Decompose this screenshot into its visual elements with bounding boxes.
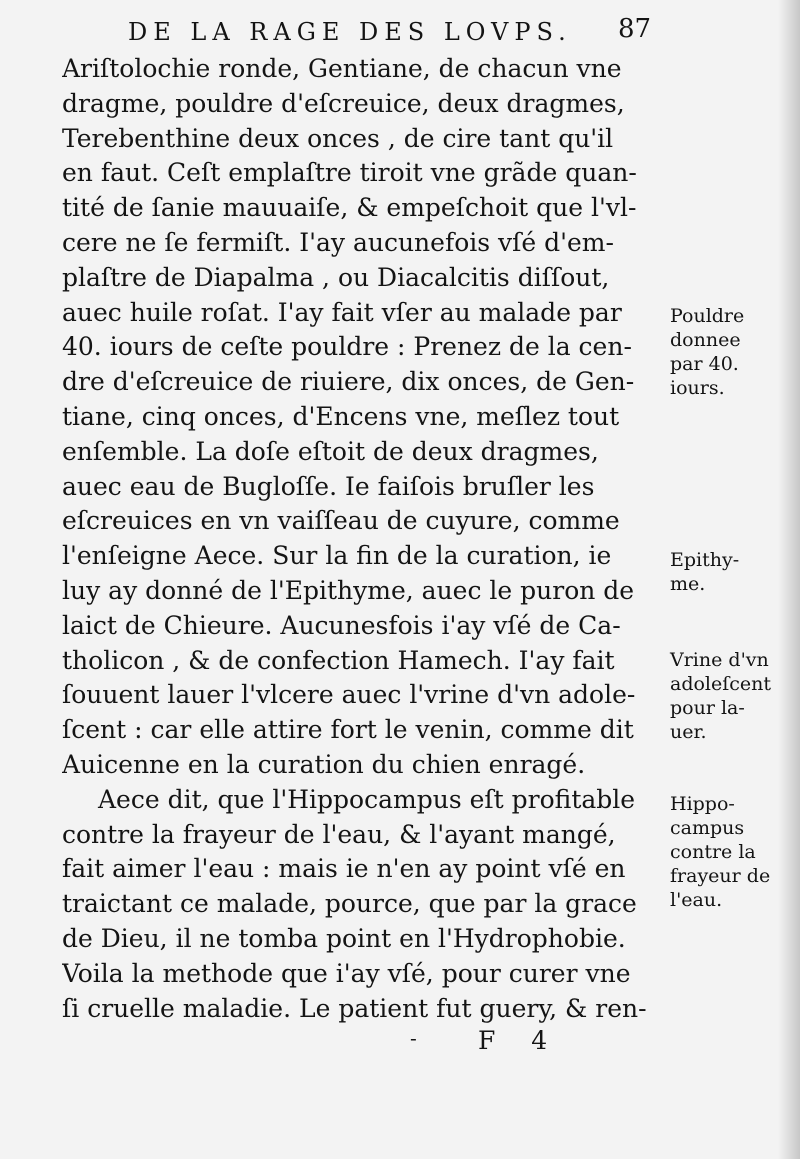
text-line: tité de ſanie mauuaiſe, & empeſchoit que l'vl- [62, 193, 637, 223]
text-line: fait aimer l'eau : mais ie n'en ay point vſé en [62, 854, 626, 884]
text-line: traictant ce malade, pource, que par la grace [62, 889, 637, 919]
text-line: cere ne ſe fermiſt. I'ay aucunefois vſé d'em- [62, 227, 614, 257]
margin-note-line: Pouldre [670, 305, 745, 327]
margin-note-line: Epithy- [670, 549, 740, 571]
footer-mark: - [410, 1026, 417, 1050]
margin-note-line: campus [670, 817, 745, 839]
text-line: plaſtre de Diapalma , ou Diacalcitis diſſout, [62, 262, 610, 292]
text-line: ſouuent lauer l'vlcere auec l'vrine d'vn adole- [62, 680, 636, 710]
text-line: de Dieu, il ne tomba point en l'Hydrophobie. [62, 923, 626, 953]
text-line: Voila la methode que i'ay vſé, pour curer vne [62, 958, 631, 988]
text-line: dre d'eſcreuice de riuiere, dix onces, de Gen- [62, 367, 635, 397]
margin-note-line: uer. [670, 721, 707, 743]
text-line: laict de Chieure. Aucunesfois i'ay vſé de Ca- [62, 610, 621, 640]
text-line: l'enſeigne Aece. Sur la fin de la curation, ie [62, 541, 612, 571]
page-number: 87 [618, 14, 652, 44]
text-line: tholicon , & de confection Hamech. I'ay fait [62, 645, 615, 675]
text-line: contre la frayeur de l'eau, & l'ayant mangé, [62, 819, 616, 849]
margin-note-line: adoleſcent [670, 673, 772, 695]
body-text [62, 52, 674, 1026]
margin-note-line: donnee [670, 329, 741, 351]
text-line: ſi cruelle maladie. Le patient fut guery, & ren- [62, 993, 647, 1023]
text-line: auec huile roſat. I'ay fait vſer au malade par [62, 297, 622, 327]
margin-note-line: l'eau. [670, 889, 723, 911]
text-line: Ariſtolochie ronde, Gentiane, de chacun vne [62, 54, 622, 83]
text-line: dragme, pouldre d'eſcreuice, deux dragmes, [62, 88, 625, 118]
margin-note-line: frayeur de [670, 865, 771, 887]
text-line: enſemble. La doſe eſtoit de deux dragmes, [62, 436, 599, 466]
margin-note-line: pour la- [670, 697, 745, 719]
text-line: Terebenthine deux onces , de cire tant qu'il [62, 123, 614, 153]
margin-note-line: Hippo- [670, 793, 735, 815]
margin-note-vrine [670, 648, 798, 744]
margin-note-hippocampus [670, 792, 798, 912]
margin-note-pouldre [670, 304, 798, 400]
text-line: Auicenne en la curation du chien enragé. [62, 749, 586, 779]
margin-note-epithyme [670, 548, 798, 596]
margin-note-line: contre la [670, 841, 756, 863]
text-line: 40. iours de ceſte pouldre : Prenez de la cen- [62, 332, 632, 362]
text-line: ſcent : car elle attire fort le venin, comme dit [62, 715, 634, 745]
text-line: en faut. Ceſt emplaſtre tiroit vne grãde quan- [62, 158, 637, 188]
margin-note-line: iours. [670, 377, 725, 399]
signature-mark: F 4 [478, 1026, 562, 1055]
running-head: DE LA RAGE DES LOVPS. [128, 18, 572, 46]
text-line: auec eau de Bugloſſe. Ie faiſois bruſler les [62, 471, 595, 501]
margin-note-line: me. [670, 573, 706, 595]
text-line: tiane, cinq onces, d'Encens vne, meſlez tout [62, 401, 620, 431]
text-line: eſcreuices en vn vaiſſeau de cuyure, comme [62, 506, 620, 536]
margin-note-line: Vrine d'vn [670, 649, 769, 671]
margin-note-line: par 40. [670, 353, 739, 375]
paragraph-start-line: Aece dit, que l'Hippocampus eſt profitable [98, 784, 636, 814]
text-line: luy ay donné de l'Epithyme, auec le puron de [62, 575, 635, 605]
